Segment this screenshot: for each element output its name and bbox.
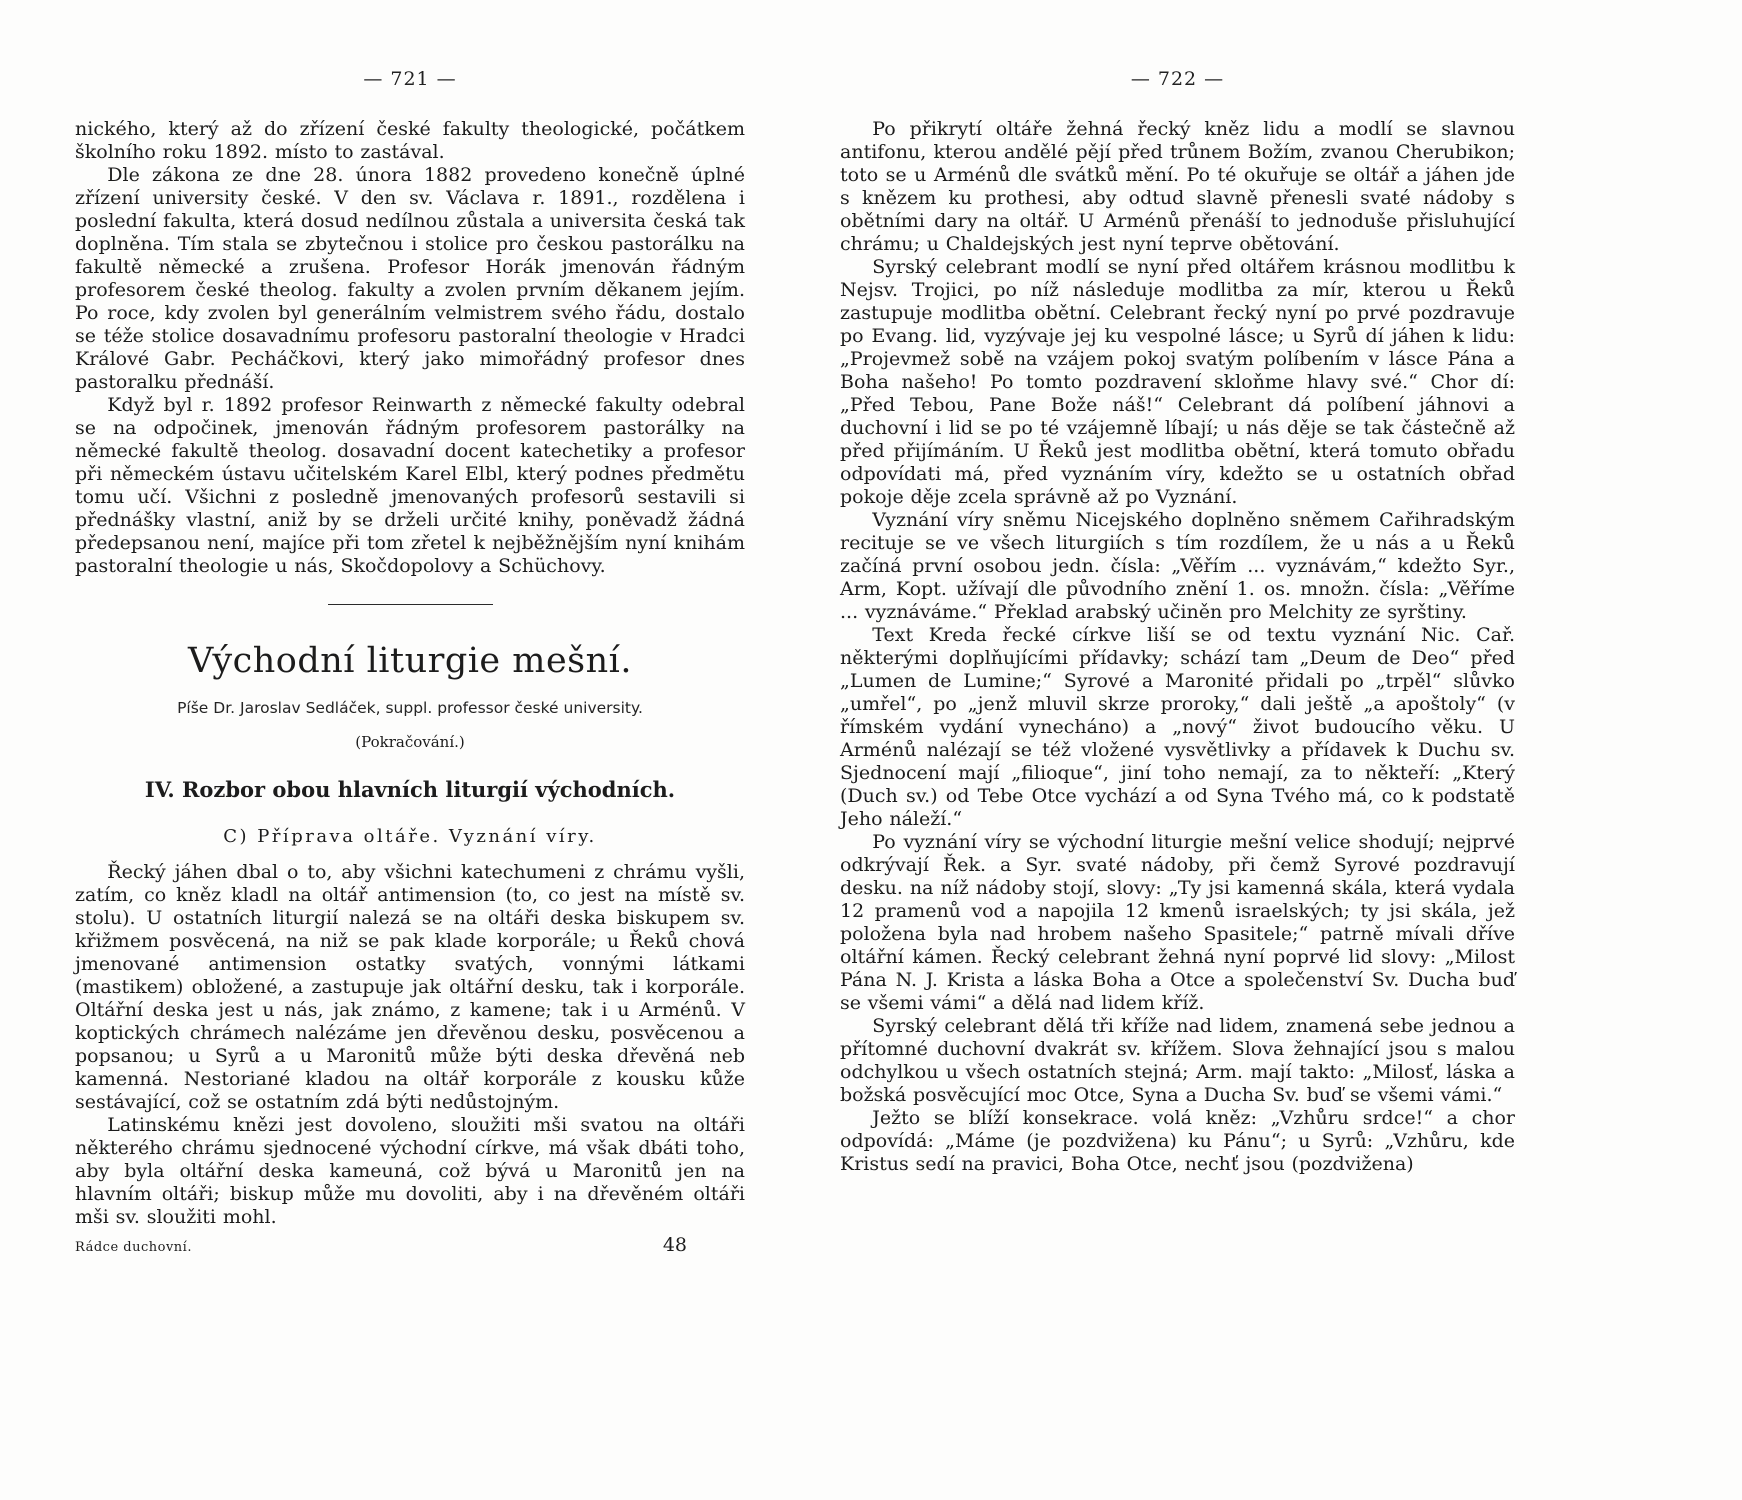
paragraph: Latinskému knězi jest dovoleno, sloužiti mši svatou na oltáři některého chrámu sjednocené východní církve, má však dbáti toho, aby byla oltářní deska kameuná, což bývá u Maronitů jen na hlavním oltáři; biskup může mu dovoliti, aby i na dřevěném oltáři mši sv. sloužiti mohl. xyxy=(75,1114,745,1228)
page-footer xyxy=(75,1234,745,1256)
article-byline: Píše Dr. Jaroslav Sedláček, suppl. professor české university. xyxy=(177,699,643,717)
paragraph: Syrský celebrant modlí se nyní před oltářem krásnou modlitbu k Nejsv. Trojici, po níž následuje modlitba za mír, kterou u Řeků zastupuje modlitba obětní. Celebrant řecký nyní po prvé pozdravuje po Evang. lid, vyzývaje jej ku vespolné lásce; u Syrů dí jáhen k lidu: „Projevmež sobě na vzájem pokoj svatým políbením v lásce Pána a Boha našeho! Po tomto pozdravení skloňme hlavy své.“ Chor dí: „Před Tebou, Pane Bože náš!“ Celebrant dá políbení jáhnovi a duchovní i lid se po té vzájemně líbají; u nás děje se tak částečně až před přijímáním. U Řeků jest modlitba obětní, která tomuto obřadu odpovídati má, před vyznáním víry, kdežto se u ostatních obřad pokoje děje zcela správně až po Vyznání. xyxy=(840,256,1515,508)
paragraph: Po přikrytí oltáře žehná řecký kněz lidu a modlí se slavnou antifonu, kterou andělé pějí před trůnem Božím, zvanou Cherubikon; toto se u Arménů dle svátků mění. Po té okuřuje se oltář a jáhen jde s knězem ku prothesi, aby odtud slavně přenesli svaté nádoby s obětními dary na oltář. U Arménů přenáší to jednoduše přisluhující chrámu; u Chaldejských jest nyní teprve obětování. xyxy=(840,118,1515,255)
section-divider-rule xyxy=(328,604,493,605)
paragraph: Syrský celebrant dělá tři kříže nad lidem, znamená sebe jednou a přítomné duchovní dvakrát sv. křížem. Slova žehnající jsou s malou odchylkou u všech ostatních stejná; Arm. mají takto: „Milosť, láska a božská posvěcující moc Otce, Syna a Ducha Sv. buď se všemi vámi.“ xyxy=(840,1015,1515,1106)
paragraph-continuation: nického, který až do zřízení české fakulty theologické, počátkem školního roku 1892. místo to zastával. xyxy=(75,118,745,163)
paragraph: Řecký jáhen dbal o to, aby všichni katechumeni z chrámu vyšli, zatím, co kněz kladl na oltář antimension (to, co jest na místě sv. stolu). U ostatních liturgií nalezá se na oltáři deska biskupem sv. křižmem posvěcená, na niž se pak klade korporále; u Řeků chová jmenované antimension ostatky svatých, vonnými látkami (mastikem) obložené, a zastupuje jak oltářní desku, tak i korporále. Oltářní deska jest u nás, jak známo, z kamene; tak i u Arménů. V koptických chrámech nalézáme jen dřevěnou desku, posvěcenou a popsanou; u Syrů a u Maronitů může býti deska dřevěná neb kamenná. Nestoriané kladou na oltář korporále z kousku kůže sestávající, což se ostatním zdá býti nedůstojným. xyxy=(75,861,745,1113)
page-number-left: — 721 — xyxy=(363,68,457,90)
paragraph: Po vyznání víry se východní liturgie mešní velice shodují; nejprvé odkrývají Řek. a Syr. svaté nádoby, při čemž Syrové pozdravují desku. na níž nádoby stojí, slovy: „Ty jsi kamenná skála, která vydala 12 pramenů vod a napojila 12 kmenů israelských; ty jsi skála, jež položena byla nad hrobem našeho Spasitele;“ patrně mívali dříve oltářní kámen. Řecký celebrant žehná nyní poprvé lid slovy: „Milost Pána N. J. Krista a láska Boha a Otce a společenství Sv. Ducha buď se všemi vámi“ a dělá nad lidem kříž. xyxy=(840,831,1515,1014)
paragraph: Vyznání víry sněmu Nicejského doplněno sněmem Cařihradským recituje se ve všech liturgiích s tím rozdílem, že u nás a u Řeků začíná první osobou jedn. čísla: „Věřím ... vyznávám,“ kdežto Syr., Arm, Kopt. užívají dle původního znění 1. os. množn. čísla: „Věříme ... vyznáváme.“ Překlad arabský učiněn pro Melchity ze syrštiny. xyxy=(840,509,1515,623)
page-number-right: — 722 — xyxy=(1130,68,1225,90)
page-left xyxy=(0,0,815,1500)
continuation-note: (Pokračování.) xyxy=(355,733,465,751)
page-right xyxy=(815,0,1742,1500)
paragraph: Text Kreda řecké církve liší se od textu vyznání Nic. Cař. některými doplňujícími přídavky; schází tam „Deum de Deo“ před „Lumen de Lumine;“ Syrové a Maronité přidali po „trpěl“ slůvko „umřel“, po „jenž mluvil skrze proroky,“ dali ještě „a apoštoly“ (v římském vydání vynecháno) a „nový“ život budoucího věku. U Arménů nalézají se též vložené vysvětlivky a přídavek k Duchu sv. Sjednocení mají „filioque“, jiní toho nemají, za to někteří: „Který (Duch sv.) od Tebe Otce vychází a od Syna Tvého má, co k podstatě Jeho náleží.“ xyxy=(840,624,1515,830)
paragraph: Ježto se blíží konsekrace. volá kněz: „Vzhůru srdce!“ a chor odpovídá: „Máme (je pozdvižena) ku Pánu“; u Syrů: „Vzhůru, kde Kristus sedí na pravici, Boha Otce, nechť jsou (pozdvižena) xyxy=(840,1107,1515,1175)
paragraph: Když byl r. 1892 profesor Reinwarth z německé fakulty odebral se na odpočinek, jmenován řádným profesorem pastorálky na německé fakultě theolog. dosavadní docent katechetiky a profesor při německém ústavu učitelském Karel Elbl, který podnes předmětu tomu učí. Všichni z posledně jmenovaných profesorů sestavili si přednášky vlastní, aniž by se drželi určité knihy, poněvadž žádná předepsanou není, majíce při tom zřetel k nejběžnějším nyní knihám pastoralní theologie u nás, Skočdopolovy a Schüchovy. xyxy=(75,394,745,577)
section-heading: IV. Rozbor obou hlavních liturgií východních. xyxy=(144,777,676,802)
sheet-signature-number: 48 xyxy=(662,1234,687,1256)
subsection-heading: C) Příprava oltáře. Vyznání víry. xyxy=(223,826,597,847)
paragraph: Dle zákona ze dne 28. února 1882 provedeno konečně úplné zřízení university české. V den sv. Václava r. 1891., rozdělena i poslední fakulta, která dosud nedílnou zůstala a universita česká tak doplněna. Tím stala se zbytečnou i stolice pro českou pastorálku na fakultě německé a zrušena. Profesor Horák jmenován řádným profesorem české theolog. fakulty a zvolen prvním děkanem jejím. Po roce, kdy zvolen byl generálním velmistrem svého řádu, dostalo se téže stolice dosavadnímu profesoru pastoralní theologie v Hradci Králové Gabr. Pecháčkovi, který jako mimořádný profesor dnes pastoralku přednáší. xyxy=(75,164,745,393)
journal-imprint: Rádce duchovní. xyxy=(75,1240,192,1255)
article-title: Východní liturgie mešní. xyxy=(188,641,632,681)
